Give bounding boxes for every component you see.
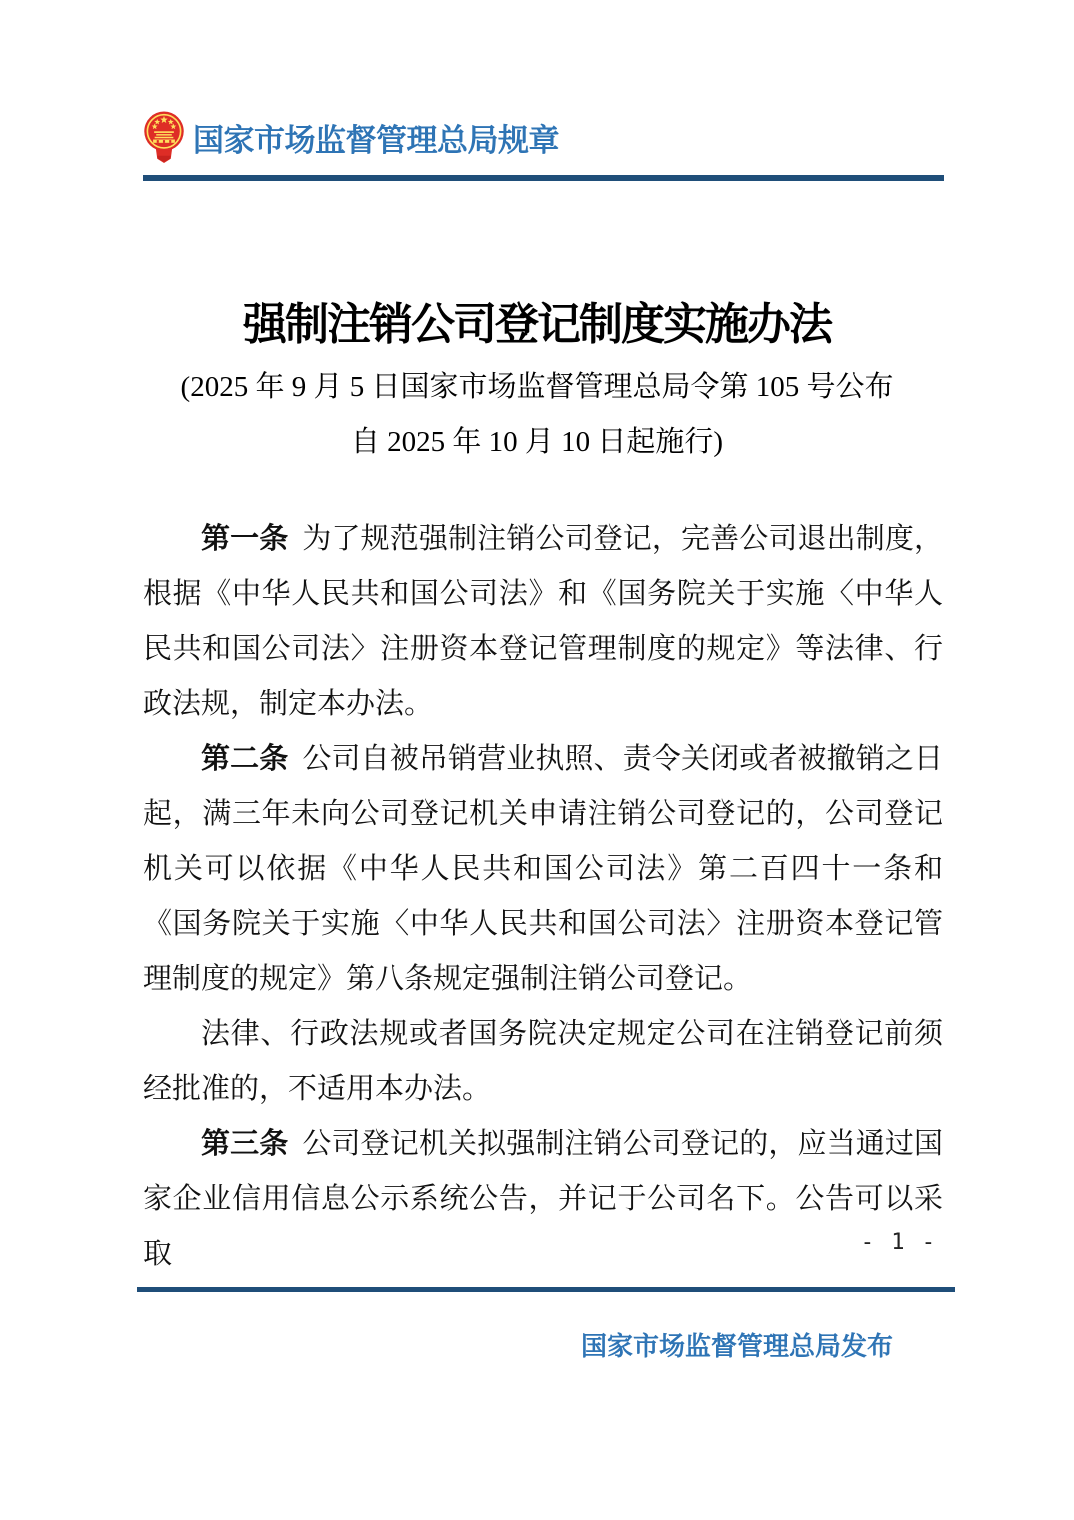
publisher: 国家市场监督管理总局发布 <box>580 1331 893 1361</box>
article-number: 第二条 <box>201 743 289 775</box>
subtitle-line-1: (2025 年 9 月 5 日国家市场监督管理总局令第 105 号公布 <box>180 371 894 403</box>
national-emblem-icon <box>143 110 185 164</box>
document-title: 强制注销公司登记制度实施办法 <box>243 300 831 349</box>
footer-divider <box>137 1287 955 1292</box>
subtitle-line-2: 自 2025 年 10 月 10 日起施行) <box>350 426 724 458</box>
article-number: 第三条 <box>201 1128 289 1160</box>
paragraph: 法律、行政法规或者国务院决定规定公司在注销登记前须经批准的，不适用本办法。 <box>143 1018 943 1105</box>
document-subtitle <box>0 360 1074 470</box>
document-header <box>143 110 559 164</box>
paragraph: 第二条 公司自被吊销营业执照、责令关闭或者被撤销之日起，满三年未向公司登记机关申请注销公司登记的，公司登记机关可以依据《中华人民共和国公司法》第二百四十一条和《国务院关于实施〈中华人民共和国公司法〉注册资本登记管理制度的规定》第八条规定强制注销公司登记。 <box>143 743 943 995</box>
header-divider <box>143 175 944 181</box>
article-number: 第一条 <box>201 523 289 555</box>
paragraph: 第三条 公司登记机关拟强制注销公司登记的，应当通过国家企业信用信息公示系统公告，并记于公司名下。公告可以采取 <box>143 1128 943 1270</box>
page-number: - 1 - <box>860 1230 937 1255</box>
document-body <box>143 512 943 1282</box>
header-title: 国家市场监督管理总局规章 <box>193 122 559 158</box>
paragraph: 第一条 为了规范强制注销公司登记，完善公司退出制度，根据《中华人民共和国公司法》和《国务院关于实施〈中华人民共和国公司法〉注册资本登记管理制度的规定》等法律、行政法规，制定本办法。 <box>143 523 943 720</box>
